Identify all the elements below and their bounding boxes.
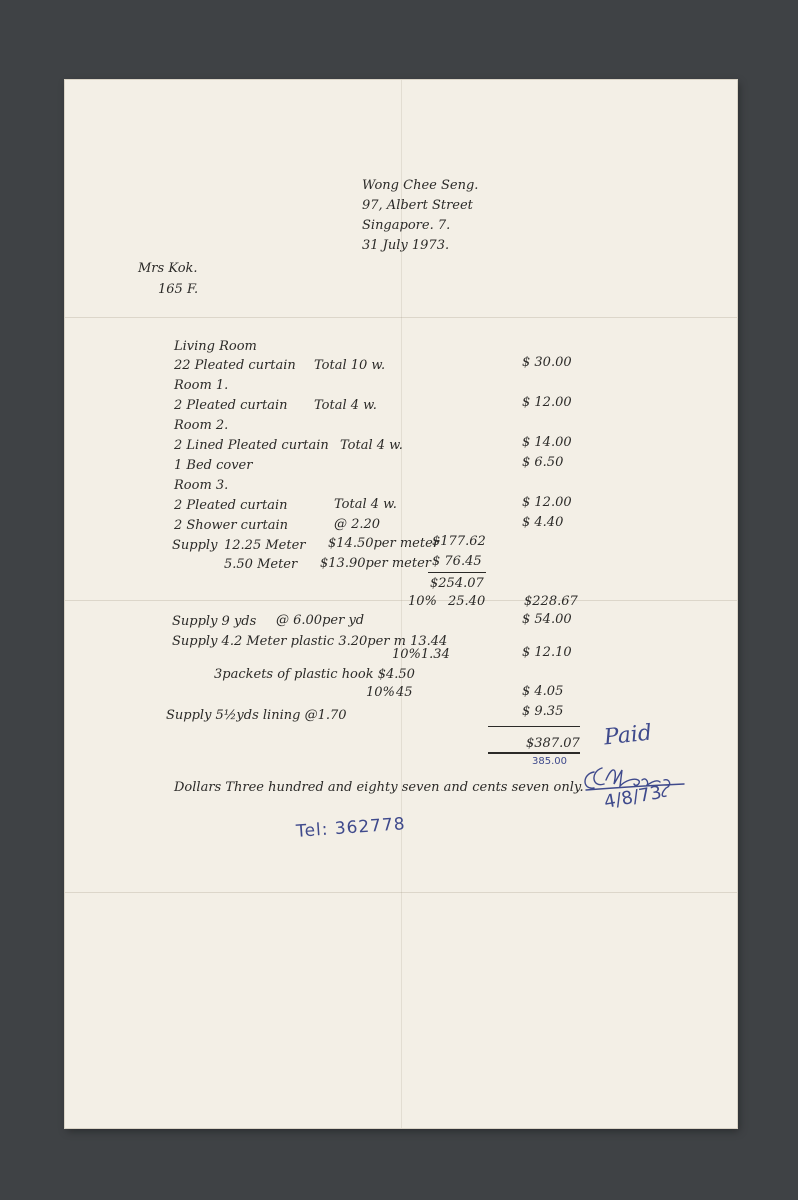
- line-item: 2 Lined Pleated curtain: [174, 438, 329, 453]
- amount-in-words: Dollars Three hundred and eighty seven and cents seven only.: [174, 780, 584, 795]
- section-room-2: Room 2.: [174, 418, 229, 433]
- line-amount: $ 9.35: [522, 704, 564, 719]
- discount-amount: 45: [396, 685, 413, 700]
- line-quantity: Total 4 w.: [340, 438, 403, 453]
- line-item: Supply 9 yds: [172, 614, 257, 629]
- paid-date: 4/8/73: [602, 782, 664, 813]
- section-room-3: Room 3.: [174, 478, 229, 493]
- revised-total: 385.00: [532, 756, 567, 767]
- line-item: 3packets of plastic hook $4.50: [214, 667, 415, 682]
- subtotal-underline: [428, 572, 486, 573]
- line-item: 2 Shower curtain: [174, 518, 289, 533]
- line-quantity: Total 4 w.: [334, 497, 397, 512]
- recipient-unit: 165 F.: [158, 282, 199, 297]
- line-subamount: $177.62: [432, 534, 486, 549]
- grand-total: $387.07: [526, 736, 580, 751]
- line-item: Supply: [172, 538, 218, 553]
- discount-amount: 25.40: [448, 594, 486, 609]
- line-quantity: 5.50 Meter: [224, 557, 298, 572]
- sender-name: Wong Chee Seng.: [362, 178, 479, 193]
- line-amount: $ 14.00: [522, 435, 572, 450]
- section-living-room: Living Room: [174, 339, 257, 354]
- section-room-1: Room 1.: [174, 378, 229, 393]
- line-rate: $14.50per meter: [328, 536, 440, 551]
- discount-percent: 10%: [408, 594, 437, 609]
- line-quantity: Total 10 w.: [314, 358, 386, 373]
- line-item: 1 Bed cover: [174, 458, 253, 473]
- line-amount: $ 6.50: [522, 455, 564, 470]
- line-amount: $228.67: [524, 594, 578, 609]
- line-amount: $ 54.00: [522, 612, 572, 627]
- sender-street: 97, Albert Street: [362, 198, 473, 213]
- line-item: 22 Pleated curtain: [174, 358, 296, 373]
- line-rate: @ 2.20: [334, 517, 381, 532]
- line-item: 2 Pleated curtain: [174, 398, 288, 413]
- line-item: 2 Pleated curtain: [174, 498, 288, 513]
- line-subamount: $ 76.45: [432, 554, 482, 569]
- paid-note: Paid: [602, 720, 654, 751]
- line-item: Supply 5½yds lining @1.70: [166, 708, 347, 723]
- line-item: Supply 4.2 Meter plastic 3.20per m 13.44: [172, 634, 448, 649]
- telephone-note: Tel: 362778: [295, 814, 407, 842]
- line-amount: $ 4.05: [522, 684, 564, 699]
- line-amount: $ 12.00: [522, 395, 572, 410]
- line-amount: $ 12.10: [522, 645, 572, 660]
- supply-subtotal: $254.07: [430, 576, 484, 591]
- line-quantity: 12.25 Meter: [224, 538, 306, 553]
- line-rate: @ 6.00per yd: [276, 613, 365, 628]
- total-rule: [488, 726, 580, 727]
- invoice-date: 31 July 1973.: [362, 238, 450, 253]
- line-quantity: Total 4 w.: [314, 398, 377, 413]
- discount-percent: 10%: [366, 685, 395, 700]
- sender-city: Singapore. 7.: [362, 218, 451, 233]
- line-amount: $ 4.40: [522, 515, 564, 530]
- line-amount: $ 30.00: [522, 355, 572, 370]
- line-amount: $ 12.00: [522, 495, 572, 510]
- discount-amount: 10%1.34: [392, 647, 450, 662]
- recipient-name: Mrs Kok.: [138, 261, 198, 276]
- line-rate: $13.90per meter: [320, 556, 432, 571]
